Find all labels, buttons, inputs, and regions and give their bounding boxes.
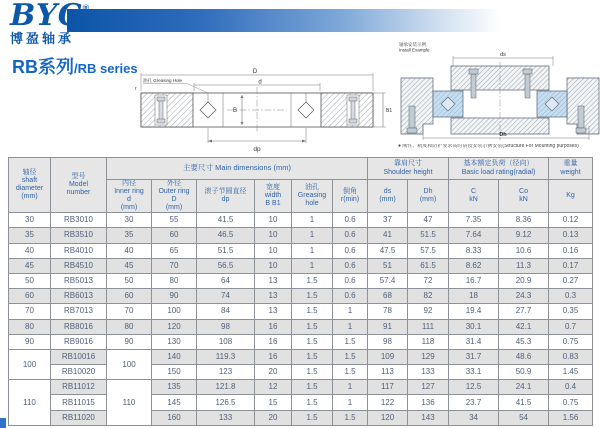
- cell-weight: 0.4: [549, 380, 593, 395]
- cell-dynamic-load: 7.64: [449, 228, 499, 243]
- cell-outer-diameter: 120: [152, 319, 197, 334]
- cell-shoulder-dh: 143: [408, 410, 449, 425]
- cell-model-number: RB7013: [51, 304, 107, 319]
- cell-shoulder-dh: 72: [408, 273, 449, 288]
- cell-chamfer: 1.5: [333, 349, 368, 364]
- cell-weight: 0.17: [549, 258, 593, 273]
- cell-weight: 0.3: [549, 289, 593, 304]
- cell-shoulder-ds: 117: [368, 380, 408, 395]
- cell-outer-diameter: 100: [152, 304, 197, 319]
- cell-greasing-hole: 1.5: [292, 365, 333, 380]
- cell-shoulder-ds: 41: [368, 228, 408, 243]
- cell-roller-pitch: 74: [197, 289, 255, 304]
- col-header-greasing-hole: 油孔 Greasing hole: [292, 180, 333, 213]
- cell-outer-diameter: 140: [152, 349, 197, 364]
- cell-dynamic-load: 19.4: [449, 304, 499, 319]
- table-row: [9, 395, 593, 410]
- cell-inner-diameter: 70: [107, 304, 152, 319]
- cell-weight: 0.35: [549, 304, 593, 319]
- cell-weight: 0.7: [549, 319, 593, 334]
- col-header-outer-diameter: 外径 Outer ring D (mm): [152, 180, 197, 213]
- brand-logo: [10, 1, 90, 45]
- cell-chamfer: 1.5: [333, 410, 368, 425]
- cell-model-number: RB3510: [51, 228, 107, 243]
- cell-inner-diameter: 110: [107, 380, 152, 426]
- install-caption-en: Install Example: [399, 47, 430, 53]
- cell-outer-diameter: 80: [152, 273, 197, 288]
- grease-hole-label: 油孔 Greasing Hole: [143, 78, 183, 83]
- cell-inner-diameter: 50: [107, 273, 152, 288]
- dim-ds-label: ds: [500, 52, 506, 58]
- dim-D-label: D: [252, 69, 258, 75]
- cell-shoulder-ds: 51: [368, 258, 408, 273]
- cell-roller-pitch: 51.5: [197, 243, 255, 258]
- col-header-inner-diameter: 内径 Inner ring d (mm): [107, 180, 152, 213]
- page-title-en: /RB series: [74, 61, 138, 76]
- cell-shoulder-ds: 122: [368, 395, 408, 410]
- cell-inner-diameter: 60: [107, 289, 152, 304]
- cell-width: 10: [255, 213, 292, 228]
- cell-width: 16: [255, 349, 292, 364]
- cell-greasing-hole: 1: [292, 243, 333, 258]
- cell-static-load: 9.12: [499, 228, 549, 243]
- group-header-load-rating: 基本额定负荷（径向） Basic load rating(radial): [449, 158, 549, 180]
- cell-shoulder-dh: 92: [408, 304, 449, 319]
- cell-outer-diameter: 145: [152, 395, 197, 410]
- cell-chamfer: 1.5: [333, 365, 368, 380]
- cell-width: 10: [255, 258, 292, 273]
- cell-shaft-diameter: 110: [9, 380, 51, 426]
- cell-shaft-diameter: 80: [9, 319, 51, 334]
- table-row: [9, 334, 593, 349]
- cell-shoulder-dh: 111: [408, 319, 449, 334]
- brand-name-text: BYC: [10, 0, 83, 33]
- dim-d-label: d: [258, 79, 262, 86]
- cell-width: 16: [255, 334, 292, 349]
- cell-shaft-diameter: 45: [9, 258, 51, 273]
- cell-shaft-diameter: 35: [9, 228, 51, 243]
- cell-greasing-hole: 1.5: [292, 334, 333, 349]
- cell-shoulder-dh: 82: [408, 289, 449, 304]
- cell-greasing-hole: 1.5: [292, 319, 333, 334]
- col-header-shaft-diameter: 轴径 shaft diameter (mm): [9, 158, 51, 213]
- cell-chamfer: 0.6: [333, 243, 368, 258]
- cell-dynamic-load: 8.33: [449, 243, 499, 258]
- cell-shaft-diameter: 30: [9, 213, 51, 228]
- page-corner-tab: [0, 418, 6, 428]
- cell-chamfer: 1.5: [333, 334, 368, 349]
- cell-model-number: RB11012: [51, 380, 107, 395]
- cell-shoulder-ds: 91: [368, 319, 408, 334]
- cell-width: 13: [255, 289, 292, 304]
- cell-greasing-hole: 1.5: [292, 380, 333, 395]
- cell-shoulder-dh: 133: [408, 365, 449, 380]
- cell-model-number: RB3010: [51, 213, 107, 228]
- cell-chamfer: 1: [333, 395, 368, 410]
- cell-shoulder-ds: 47.5: [368, 243, 408, 258]
- table-row: [9, 349, 593, 364]
- registered-mark: ®: [82, 3, 91, 13]
- cell-roller-pitch: 98: [197, 319, 255, 334]
- spec-table-wrap: [8, 157, 592, 426]
- table-row: [9, 365, 593, 380]
- cell-model-number: RB8016: [51, 319, 107, 334]
- cell-static-load: 54: [499, 410, 549, 425]
- cell-outer-diameter: 130: [152, 334, 197, 349]
- cell-model-number: RB10020: [51, 365, 107, 380]
- dim-dp-label: dp: [253, 146, 261, 153]
- cell-roller-pitch: 46.5: [197, 228, 255, 243]
- cell-dynamic-load: 12.5: [449, 380, 499, 395]
- cell-dynamic-load: 16.7: [449, 273, 499, 288]
- table-row: [9, 273, 593, 288]
- cell-dynamic-load: 31.4: [449, 334, 499, 349]
- cell-model-number: RB4010: [51, 243, 107, 258]
- cell-width: 20: [255, 365, 292, 380]
- cell-roller-pitch: 56.5: [197, 258, 255, 273]
- group-header-main-dimensions: 主要尺寸 Main dimensions (mm): [107, 158, 368, 180]
- cell-shoulder-dh: 129: [408, 349, 449, 364]
- cell-width: 12: [255, 380, 292, 395]
- cell-greasing-hole: 1: [292, 258, 333, 273]
- cell-shoulder-dh: 127: [408, 380, 449, 395]
- cell-shoulder-ds: 113: [368, 365, 408, 380]
- cell-model-number: RB4510: [51, 258, 107, 273]
- cell-roller-pitch: 84: [197, 304, 255, 319]
- cell-dynamic-load: 30.1: [449, 319, 499, 334]
- cell-greasing-hole: 1: [292, 213, 333, 228]
- cell-shoulder-dh: 57.5: [408, 243, 449, 258]
- cell-weight: 1.45: [549, 365, 593, 380]
- cell-outer-diameter: 60: [152, 228, 197, 243]
- cell-greasing-hole: 1.5: [292, 410, 333, 425]
- cell-dynamic-load: 7.35: [449, 213, 499, 228]
- table-row: [9, 258, 593, 273]
- cell-inner-diameter: 80: [107, 319, 152, 334]
- cell-shaft-diameter: 60: [9, 289, 51, 304]
- cell-chamfer: 0.6: [333, 289, 368, 304]
- group-header-shoulder-height: 靠肩尺寸 Shoulder height: [368, 158, 449, 180]
- cell-chamfer: 0.6: [333, 228, 368, 243]
- cell-shaft-diameter: 40: [9, 243, 51, 258]
- cell-chamfer: 1: [333, 304, 368, 319]
- cell-outer-diameter: 135: [152, 380, 197, 395]
- col-header-static-load: Co kN: [499, 180, 549, 213]
- cell-outer-diameter: 70: [152, 258, 197, 273]
- cell-weight: 0.13: [549, 228, 593, 243]
- cell-static-load: 24.3: [499, 289, 549, 304]
- dim-B1-label: B1: [386, 108, 393, 114]
- cell-weight: 0.16: [549, 243, 593, 258]
- cell-dynamic-load: 23.7: [449, 395, 499, 410]
- cell-inner-diameter: 40: [107, 243, 152, 258]
- cell-model-number: RB11015: [51, 395, 107, 410]
- cell-weight: 1.56: [549, 410, 593, 425]
- cell-roller-pitch: 108: [197, 334, 255, 349]
- cell-shoulder-ds: 78: [368, 304, 408, 319]
- cell-weight: 0.75: [549, 395, 593, 410]
- table-row: [9, 213, 593, 228]
- cell-chamfer: 1: [333, 380, 368, 395]
- cell-weight: 0.12: [549, 213, 593, 228]
- cell-model-number: RB6013: [51, 289, 107, 304]
- cell-weight: 0.27: [549, 273, 593, 288]
- cell-greasing-hole: 1.5: [292, 395, 333, 410]
- cell-dynamic-load: 18: [449, 289, 499, 304]
- cell-static-load: 48.6: [499, 349, 549, 364]
- cell-static-load: 20.9: [499, 273, 549, 288]
- table-row: [9, 243, 593, 258]
- cell-shoulder-ds: 37: [368, 213, 408, 228]
- cell-static-load: 42.1: [499, 319, 549, 334]
- cell-inner-diameter: 30: [107, 213, 152, 228]
- cell-width: 13: [255, 304, 292, 319]
- cell-chamfer: 1: [333, 319, 368, 334]
- cell-inner-diameter: 35: [107, 228, 152, 243]
- cell-model-number: RB11020: [51, 410, 107, 425]
- cell-inner-diameter: 100: [107, 349, 152, 379]
- col-header-ds: ds (mm): [368, 180, 408, 213]
- cell-shoulder-dh: 61.5: [408, 258, 449, 273]
- cell-chamfer: 0.6: [333, 273, 368, 288]
- cell-inner-diameter: 90: [107, 334, 152, 349]
- cell-roller-pitch: 133: [197, 410, 255, 425]
- cell-greasing-hole: 1: [292, 228, 333, 243]
- cell-width: 15: [255, 395, 292, 410]
- spec-table: [8, 157, 593, 426]
- table-row: [9, 228, 593, 243]
- cell-outer-diameter: 55: [152, 213, 197, 228]
- cell-shaft-diameter: 70: [9, 304, 51, 319]
- cell-shoulder-dh: 118: [408, 334, 449, 349]
- cell-greasing-hole: 1.5: [292, 349, 333, 364]
- cell-weight: 0.83: [549, 349, 593, 364]
- col-header-model-number: 型号 Model number: [51, 158, 107, 213]
- cell-greasing-hole: 1.5: [292, 289, 333, 304]
- cell-greasing-hole: 1.5: [292, 273, 333, 288]
- table-row: [9, 289, 593, 304]
- cell-static-load: 41.5: [499, 395, 549, 410]
- cell-outer-diameter: 65: [152, 243, 197, 258]
- cell-chamfer: 0.6: [333, 258, 368, 273]
- cell-static-load: 10.6: [499, 243, 549, 258]
- cell-static-load: 11.3: [499, 258, 549, 273]
- cell-width: 16: [255, 319, 292, 334]
- dim-Dh-label: Dh: [499, 132, 507, 138]
- col-header-dynamic-load: C kN: [449, 180, 499, 213]
- cell-roller-pitch: 119.3: [197, 349, 255, 364]
- dim-r-label: r: [135, 86, 137, 92]
- page-title-zh: RB系列: [12, 57, 74, 77]
- bearing-section-drawing: [105, 56, 395, 156]
- cell-shoulder-dh: 136: [408, 395, 449, 410]
- group-header-weight: 重量 weight: [549, 158, 593, 180]
- cell-model-number: RB9016: [51, 334, 107, 349]
- cell-static-load: 27.7: [499, 304, 549, 319]
- cell-greasing-hole: 1.5: [292, 304, 333, 319]
- cell-outer-diameter: 160: [152, 410, 197, 425]
- col-header-roller-pitch: 滚子节圆直径 dp: [197, 180, 255, 213]
- table-row: [9, 319, 593, 334]
- cell-dynamic-load: 33.1: [449, 365, 499, 380]
- cell-static-load: 24.1: [499, 380, 549, 395]
- cell-chamfer: 0.6: [333, 213, 368, 228]
- cell-dynamic-load: 34: [449, 410, 499, 425]
- cell-width: 13: [255, 273, 292, 288]
- cell-roller-pitch: 64: [197, 273, 255, 288]
- dim-B-label: B: [233, 108, 238, 114]
- col-header-width: 宽度 width B B1: [255, 180, 292, 213]
- cell-inner-diameter: 45: [107, 258, 152, 273]
- cell-roller-pitch: 123: [197, 365, 255, 380]
- cell-weight: 0.75: [549, 334, 593, 349]
- cell-shaft-diameter: 100: [9, 349, 51, 379]
- brand-subtitle: 博盈轴承: [10, 31, 75, 46]
- cell-shoulder-ds: 57.4: [368, 273, 408, 288]
- cell-roller-pitch: 126.5: [197, 395, 255, 410]
- cell-roller-pitch: 121.8: [197, 380, 255, 395]
- cell-shoulder-ds: 68: [368, 289, 408, 304]
- header-gradient-bar: [67, 9, 510, 32]
- table-row: [9, 380, 593, 395]
- cell-shoulder-dh: 47: [408, 213, 449, 228]
- cell-shoulder-ds: 98: [368, 334, 408, 349]
- cell-static-load: 50.9: [499, 365, 549, 380]
- install-example-drawing: [393, 36, 600, 144]
- col-header-dh: Dh (mm): [408, 180, 449, 213]
- cell-roller-pitch: 41.5: [197, 213, 255, 228]
- install-caption-zh: 轴承安装示例: [399, 42, 426, 47]
- cell-outer-diameter: 90: [152, 289, 197, 304]
- cell-width: 10: [255, 228, 292, 243]
- table-row: [9, 304, 593, 319]
- cell-shoulder-ds: 120: [368, 410, 408, 425]
- brand-name: [10, 1, 90, 31]
- col-header-chamfer: 倒角 r(min): [333, 180, 368, 213]
- cell-width: 10: [255, 243, 292, 258]
- spec-table-body: [9, 213, 593, 426]
- cell-width: 20: [255, 410, 292, 425]
- cell-shoulder-ds: 109: [368, 349, 408, 364]
- cell-model-number: RB10016: [51, 349, 107, 364]
- cell-dynamic-load: 8.62: [449, 258, 499, 273]
- cell-static-load: 45.3: [499, 334, 549, 349]
- cell-dynamic-load: 31.7: [449, 349, 499, 364]
- table-row: [9, 410, 593, 425]
- mounting-note: ● 刚性、精度和防护要求高时请按安装示例安装(Structure For Mounting purposes): [398, 144, 579, 149]
- cell-outer-diameter: 150: [152, 365, 197, 380]
- cell-shaft-diameter: 90: [9, 334, 51, 349]
- cell-static-load: 8.36: [499, 213, 549, 228]
- col-header-kg: Kg: [549, 180, 593, 213]
- cell-model-number: RB5013: [51, 273, 107, 288]
- cell-shoulder-dh: 51.5: [408, 228, 449, 243]
- cell-shaft-diameter: 50: [9, 273, 51, 288]
